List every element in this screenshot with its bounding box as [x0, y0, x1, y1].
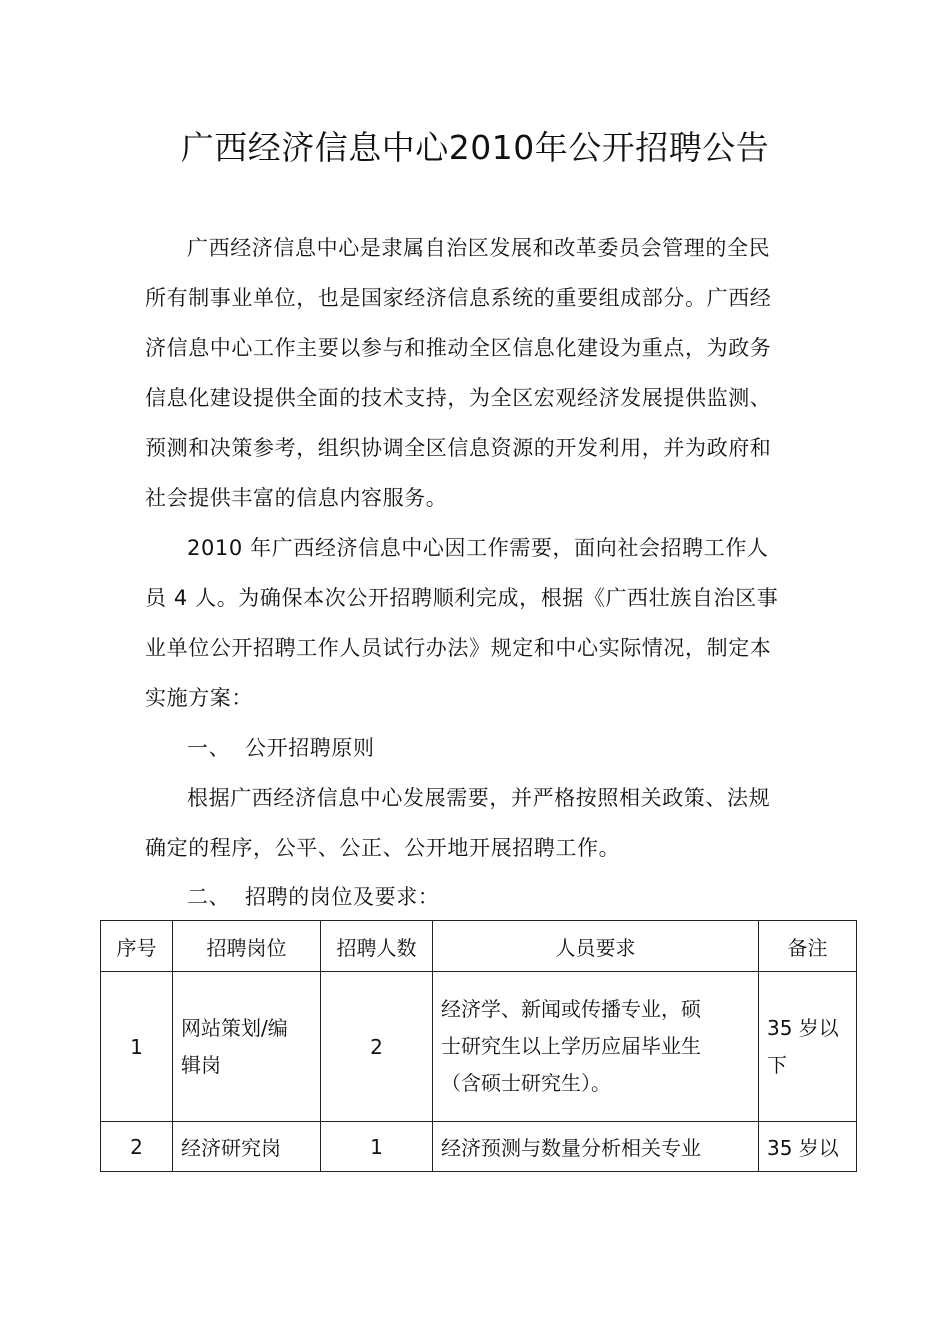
paragraph-line: 根据广西经济信息中心发展需要，并严格按照相关政策、法规: [187, 786, 771, 810]
paragraph-line: 员 4 人。为确保本次公开招聘顺利完成，根据《广西壮族自治区事: [145, 586, 779, 610]
section-title: 招聘的岗位及要求：: [245, 885, 440, 909]
cell-note: [759, 972, 857, 1122]
table-row: [101, 1122, 857, 1172]
jobs-table: [100, 920, 857, 1172]
cell-no: 1: [101, 972, 173, 1122]
cell-count: 1: [321, 1122, 433, 1172]
section-number: 一、: [187, 736, 231, 760]
paragraph-line: 广西经济信息中心是隶属自治区发展和改革委员会管理的全民: [187, 236, 771, 260]
cell-line: 辑岗: [181, 1052, 221, 1077]
cell-line: 35 岁以: [767, 1015, 839, 1040]
table-row: [101, 972, 857, 1122]
cell-line: 经济学、新闻或传播专业，硕: [441, 997, 701, 1021]
cell-requirements: [433, 972, 759, 1122]
paragraph-line: 业单位公开招聘工作人员试行办法》规定和中心实际情况，制定本: [145, 636, 772, 660]
paragraph-line: 2010 年广西经济信息中心因工作需要，面向社会招聘工作人: [187, 536, 769, 560]
cell-requirements: 经济预测与数量分析相关专业: [433, 1122, 759, 1172]
paragraph-line: 济信息中心工作主要以参与和推动全区信息化建设为重点，为政务: [145, 336, 772, 360]
cell-post: 经济研究岗: [173, 1122, 321, 1172]
paragraph-line: 社会提供丰富的信息内容服务。: [145, 486, 448, 510]
section-title: 公开招聘原则: [245, 736, 375, 760]
header-requirements: 人员要求: [433, 921, 759, 972]
paragraph-line: 信息化建设提供全面的技术支持，为全区宏观经济发展提供监测、: [145, 386, 772, 410]
section-number: 二、: [187, 885, 231, 909]
header-count: 招聘人数: [321, 921, 433, 972]
section-heading-2: [187, 882, 439, 912]
paragraph-line: 所有制事业单位，也是国家经济信息系统的重要组成部分。广西经: [145, 286, 772, 310]
table-header-row: [101, 921, 857, 972]
cell-line: 士研究生以上学历应届毕业生: [441, 1034, 701, 1058]
cell-post: [173, 972, 321, 1122]
cell-line: 网站策划/编: [181, 1015, 288, 1040]
cell-line: 下: [767, 1052, 787, 1077]
cell-count: 2: [321, 972, 433, 1122]
header-post: 招聘岗位: [173, 921, 321, 972]
paragraph-line: 预测和决策参考，组织协调全区信息资源的开发利用，并为政府和: [145, 436, 772, 460]
header-note: 备注: [759, 921, 857, 972]
cell-note: 35 岁以: [759, 1122, 857, 1172]
section-heading-1: [187, 733, 375, 763]
paragraph-line: 确定的程序，公平、公正、公开地开展招聘工作。: [145, 836, 621, 860]
header-no: 序号: [101, 921, 173, 972]
document-title: 广西经济信息中心2010年公开招聘公告: [180, 128, 770, 167]
cell-no: 2: [101, 1122, 173, 1172]
paragraph-line: 实施方案：: [145, 686, 253, 710]
cell-line: （含硕士研究生）。: [441, 1071, 611, 1095]
